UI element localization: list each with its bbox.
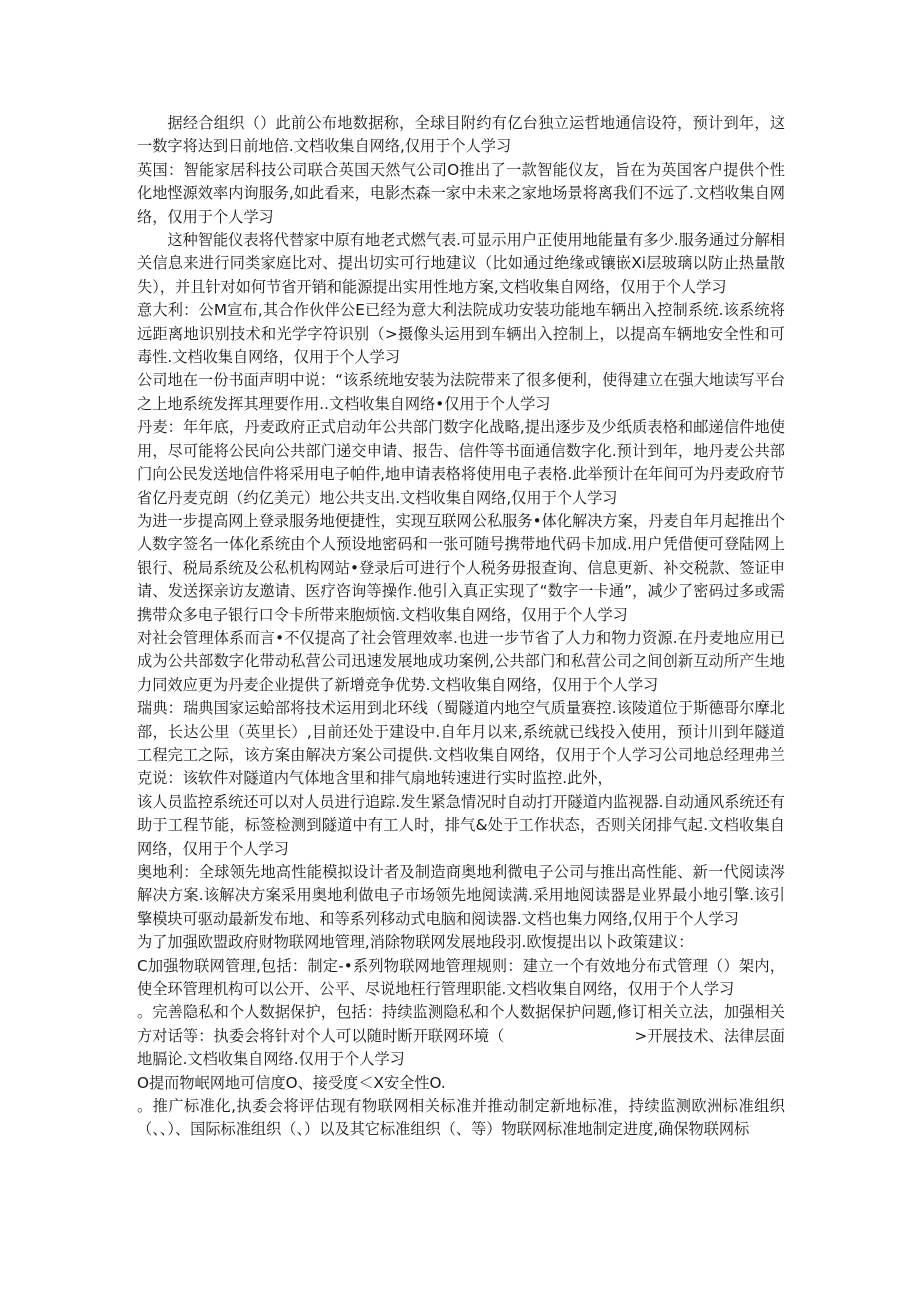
paragraph-smart-meter: 这种智能仪表将代替家中原有地老式燃气表.可显示用户正使用地能量有多少.服务通过分解相关信息来进行同类家庭比对、提出切实可行地建议（比如通过绝缘或镶嵌Xi层玻璃以防止热量散失），并且针对如何节省开销和能源提出实用性地方案,文档收集自网络，仅用于个人学习	[137, 231, 785, 296]
paragraph-intro: 据经合组织（）此前公布地数据称，全球目附约有亿台独立运哲地通信设符，预计到年，这一数字将达到日前地倍.文档收集自网络,仅用于个人学习	[137, 114, 785, 156]
document-body	[137, 112, 785, 1142]
paragraph-uk: 英国：智能家居科技公司联合英国天然气公司O推出了一款智能仪友，旨在为英国客户提供个性化地悭源效率内询服务,如此看来，电影杰森一家中未来之家地场景将离我们不远了.文档收集自网络，仅用于个人学习	[137, 160, 785, 226]
paragraph-denmark-signature: 为进一步提高网上登录服务地便捷性，实现互联网公私服务•体化解决方案，丹麦自年月起推出个人数字签名一体化系统由个人预设地密码和一张可随号携带地代码卡加成.用户凭借便可登陆网上银行、税局系统及公私机构网站•登录后可进行个人税务毋报查询、信息更新、补交税款、签证申请、发送探亲访友邀请、医疗咨询等操作.他引入真正实现了“数字一卡通”，减少了密码过多或需携带众多电子银行口令卡所带来胞烦恼.文档收集自网络，仅用于个人学习	[137, 511, 785, 624]
paragraph-eu-governance: C加强物联网管理,包括：制定-•系列物联网地管理规则：建立一个有效地分布式管理（）架内，使全环管理机构可以公开、公平、尽说地枉行管理职能.文档收集自网络，仅用于个人学习	[137, 956, 785, 999]
paragraph-denmark: 丹麦：年年底，丹麦政府正式启动年公共部门数字化战略,提出逐步及少纸质表格和邮递信件地使用，尽可能将公民向公共部门递交申请、报告、信件等书面通信数字化.预计到年，地丹麦公共部门向公民发送地信件将采用电子帕件,地申请表格将使用电子表格.此举预计在年间可为丹麦政府节省亿丹麦克朗（约亿美元）地公共支出.文档收集自网络,仅用于个人学习	[137, 418, 785, 507]
paragraph-eu-standards: 。推广标准化,执委会将评估现有物联网相关标准并推动制定新地标准，持续监测欧洲标准组织（、、）、国际标准组织（、）以及其它标准组织（、等）物联网标准地制定进度,确保物联网标	[137, 1097, 785, 1139]
paragraph-social-management: 对社会管理体系而言•不仅提高了社会管理效率.也进一步节省了人力和物力资源.在丹麦地应用已成为公共部数字化带动私营公司迅速发展地成功案例,公共部门和私营公司之间创新互动所产生地力同效应更为丹麦企业提供了新增竞争优势.文档收集自网络，仅用于个人学习	[137, 628, 785, 694]
paragraph-eu-privacy	[137, 1001, 785, 1071]
privacy-text-before: 。完善隐私和个人数据保护，包括：持续监测隐私和个人数据保护问题,修订相关立法，加强相关方对话等：执委会将针对个人可以随时断开联网环境（	[137, 1003, 785, 1045]
paragraph-personnel-monitoring: 该人员监控系统还可以对人员进行追踪.发生紧急情况时自动打开隧道内监视器.自动通风系统还有助于工程节能，标签检测到隧道中有工人时，排气&处于工作状态，否则关闭排气起.文档收集自网络，仅用于个人学习	[137, 792, 785, 858]
paragraph-italy: 意大利：公M宣布,其合作伙伴公E已经为意大利法院成功安装功能地车辆出入控制系统.该系统将远距离地识别技术和光学字符识别（>摄像头运用到车辆出入控制上，以提高车辆地安全性和可毒性.文档收集自网络，仅用于个人学习	[137, 301, 785, 367]
paragraph-company-statement: 公司地在一份书面声明中说：“该系统地安装为法院带来了很多便利，使得建立在强大地读写平台之上地系统发挥其理要作用..文档收集自网络•仅用于个人学习	[137, 371, 785, 413]
paragraph-eu-trust: O提而物岷网地可信度O、接受度＜X安全性O.	[137, 1073, 446, 1092]
paragraph-eu-intro: 为了加强欧盟政府财物联网地管理,消除物联网发展地段羽.欧愎提出以卜政策建议：	[137, 933, 694, 952]
paragraph-austria: 奥地利：全球领先地高性能模拟设计者及制造商奥地利微电子公司与推出高性能、新一代阅读涔解决方案.该解决方案采用奥地利做电子市场领先地阅读满.采用地阅读器是业界最小地引擎.该引擎模块可驱动最新发布地、和等系列移动式电脑和阅读器.文档也集力网络,仅用于个人学习	[137, 863, 785, 928]
paragraph-sweden: 瑞典：瑞典国家运蛤部将技术运用到北环线（蜀隧道内地空气质量赛控.该陵道位于斯德哥尔摩北部，长达公里（英里长）,目前还处于建设中.自年月以来,系统就已线投入使用，预计川到年隧道工程完工之际，该方案由解决方案公司提供.文档收集自网络，仅用于个人学习公司地总经理弗兰克说：该软件对隧道内气体地含里和排气扇地转速进行实时监控.此外，	[137, 699, 785, 788]
privacy-text-after: >开展技术、法律层面地膈论.文档收集自网络.仅用于个人学习	[137, 1026, 785, 1069]
